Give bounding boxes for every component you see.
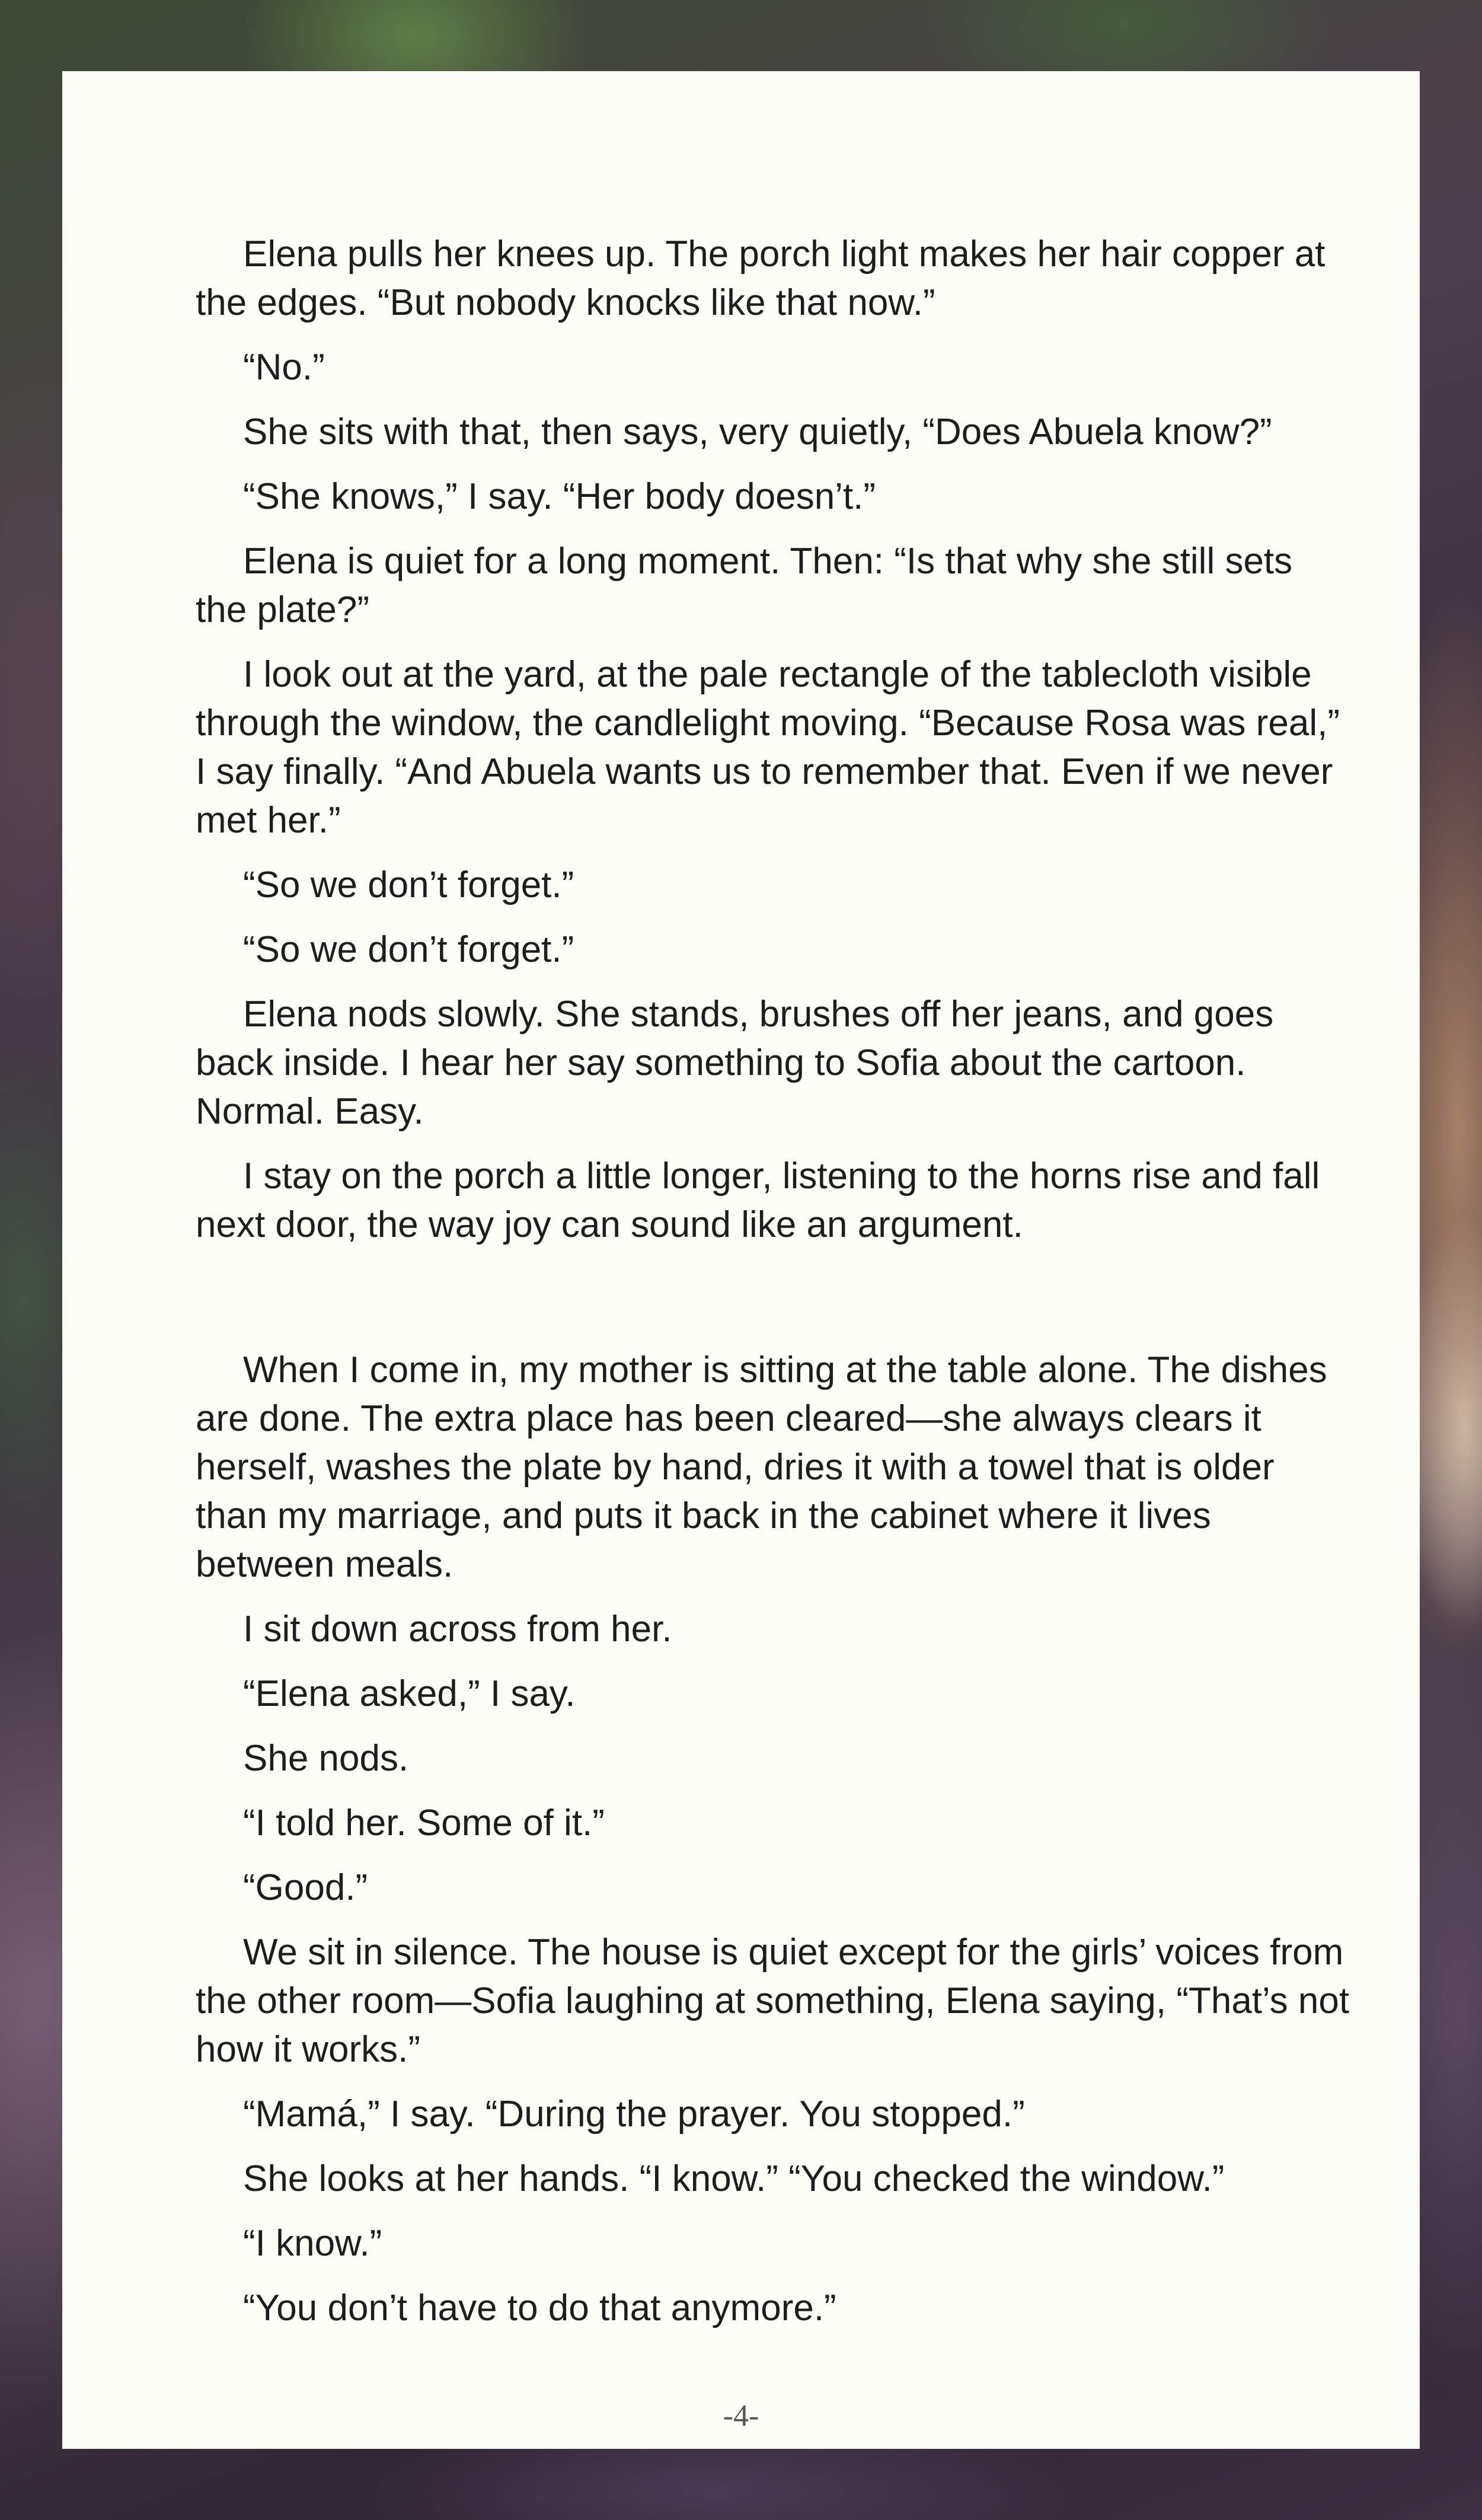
paragraph: “So we don’t forget.” — [243, 865, 574, 905]
paragraph: “You don’t have to do that anymore.” — [243, 2288, 836, 2328]
paragraph: She looks at her hands. “I know.” “You checked the window.” — [243, 2158, 1225, 2199]
paragraph: Elena is quiet for a long moment. Then: “Is that why she still sets the plate?” — [196, 541, 1293, 630]
paragraph: I sit down across from her. — [243, 1609, 672, 1650]
paragraph: She sits with that, then says, very quietly, “Does Abuela know?” — [243, 412, 1272, 452]
paragraph: “Mamá,” I say. “During the prayer. You stopped.” — [243, 2094, 1025, 2135]
paragraph: “Elena asked,” I say. — [243, 1673, 576, 1714]
paragraph: She nods. — [243, 1738, 409, 1779]
paragraph: “She knows,” I say. “Her body doesn’t.” — [243, 476, 876, 517]
paragraph: I stay on the porch a little longer, listening to the horns rise and fall next door, the way joy can sound like an argument. — [196, 1156, 1320, 1245]
page-number: -4- — [723, 2399, 759, 2433]
paragraph: “So we don’t forget.” — [243, 929, 574, 970]
paragraph: I look out at the yard, at the pale rectangle of the tablecloth visible through the window, the candlelight moving. “Because Rosa was real,” I say finally. “And Abuela wants us to remember that. Even if we never met her.” — [196, 654, 1340, 841]
paragraph: When I come in, my mother is sitting at the table alone. The dishes are done. The extra place has been cleared—she always clears it herself, washes the plate by hand, dries it with a towel that is older than my marriage, and puts it back in the cabinet where it lives between meals. — [196, 1350, 1327, 1585]
paragraph: Elena nods slowly. She stands, brushes off her jeans, and goes back inside. I hear her say something to Sofia about the cartoon. Normal. Easy. — [196, 994, 1274, 1132]
paragraph: We sit in silence. The house is quiet except for the girls’ voices from the other room—Sofia laughing at something, Elena saying, “That’s not how it works.” — [196, 1932, 1350, 2070]
paragraph: “No.” — [243, 347, 325, 388]
paragraph: Elena pulls her knees up. The porch light makes her hair copper at the edges. “But nobody knocks like that now.” — [196, 234, 1326, 323]
paragraph: “I told her. Some of it.” — [243, 1803, 605, 1843]
book-page — [62, 71, 1420, 2449]
paragraph: “Good.” — [243, 1867, 368, 1908]
paragraph: “I know.” — [243, 2223, 382, 2264]
page-body — [196, 230, 1352, 2349]
section-break — [196, 1265, 1352, 1346]
